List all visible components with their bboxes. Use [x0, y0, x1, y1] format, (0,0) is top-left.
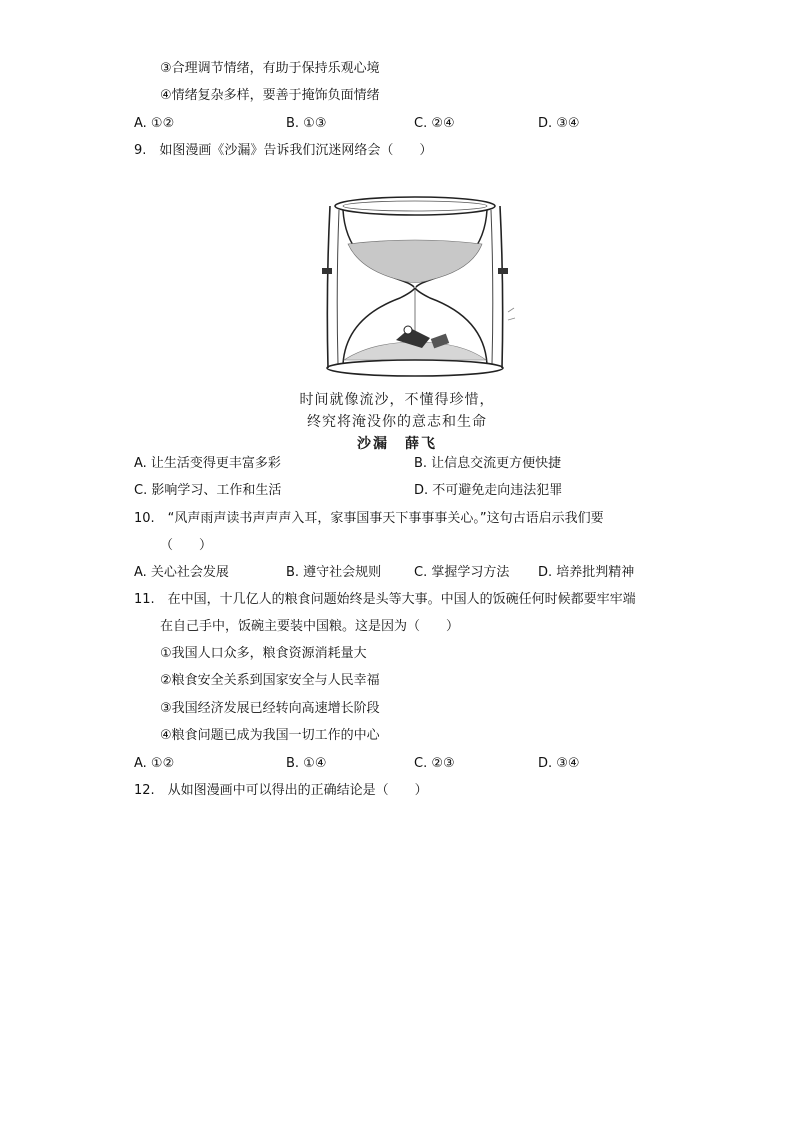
q10-stem-cont: （ ） — [160, 538, 213, 553]
q9-option-a: A. 让生活变得更丰富多彩 — [134, 456, 281, 471]
q11-option-b: B. ①④ — [286, 756, 327, 771]
q11-stem: 11. 在中国，十几亿人的粮食问题始终是头等大事。中国人的饭碗任何时候都要牢牢端 — [134, 592, 636, 607]
q11-item-4: ④粮食问题已成为我国一切工作的中心 — [160, 728, 380, 743]
q10-option-a: A. 关心社会发展 — [134, 565, 229, 580]
hourglass-comic-image — [312, 192, 518, 384]
q8-option-d: D. ③④ — [538, 116, 580, 131]
q10-option-c: C. 掌握学习方法 — [414, 565, 510, 580]
q9-stem: 9. 如图漫画《沙漏》告诉我们沉迷网络会（ ） — [134, 143, 433, 158]
q10-stem: 10. “风声雨声读书声声声入耳，家事国事天下事事事关心。”这句古语启示我们要 — [134, 511, 604, 526]
q11-option-c: C. ②③ — [414, 756, 455, 771]
q8-item-3: ③合理调节情绪，有助于保持乐观心境 — [160, 61, 380, 76]
comic-caption-line-1: 时间就像流沙，不懂得珍惜， — [299, 392, 495, 408]
q10-option-b: B. 遵守社会规则 — [286, 565, 382, 580]
q8-option-b: B. ①③ — [286, 116, 327, 131]
q9-option-d: D. 不可避免走向违法犯罪 — [414, 483, 563, 498]
q8-option-c: C. ②④ — [414, 116, 455, 131]
q8-item-4: ④情绪复杂多样，要善于掩饰负面情绪 — [160, 88, 380, 103]
q11-option-a: A. ①② — [134, 756, 175, 771]
comic-title-author: 沙漏 薛飞 — [357, 436, 437, 452]
q9-option-c: C. 影响学习、工作和生活 — [134, 483, 282, 498]
q11-stem-cont: 在自己手中，饭碗主要装中国粮。这是因为（ ） — [160, 619, 460, 634]
q9-option-b: B. 让信息交流更方便快捷 — [414, 456, 562, 471]
q11-item-1: ①我国人口众多，粮食资源消耗量大 — [160, 646, 367, 661]
q8-option-a: A. ①② — [134, 116, 175, 131]
q11-item-2: ②粮食安全关系到国家安全与人民幸福 — [160, 673, 380, 688]
q10-option-d: D. 培养批判精神 — [538, 565, 635, 580]
comic-caption-line-2: 终究将淹没你的意志和生命 — [307, 414, 487, 430]
q11-option-d: D. ③④ — [538, 756, 580, 771]
q11-item-3: ③我国经济发展已经转向高速增长阶段 — [160, 701, 380, 716]
q12-stem: 12. 从如图漫画中可以得出的正确结论是（ ） — [134, 783, 428, 798]
